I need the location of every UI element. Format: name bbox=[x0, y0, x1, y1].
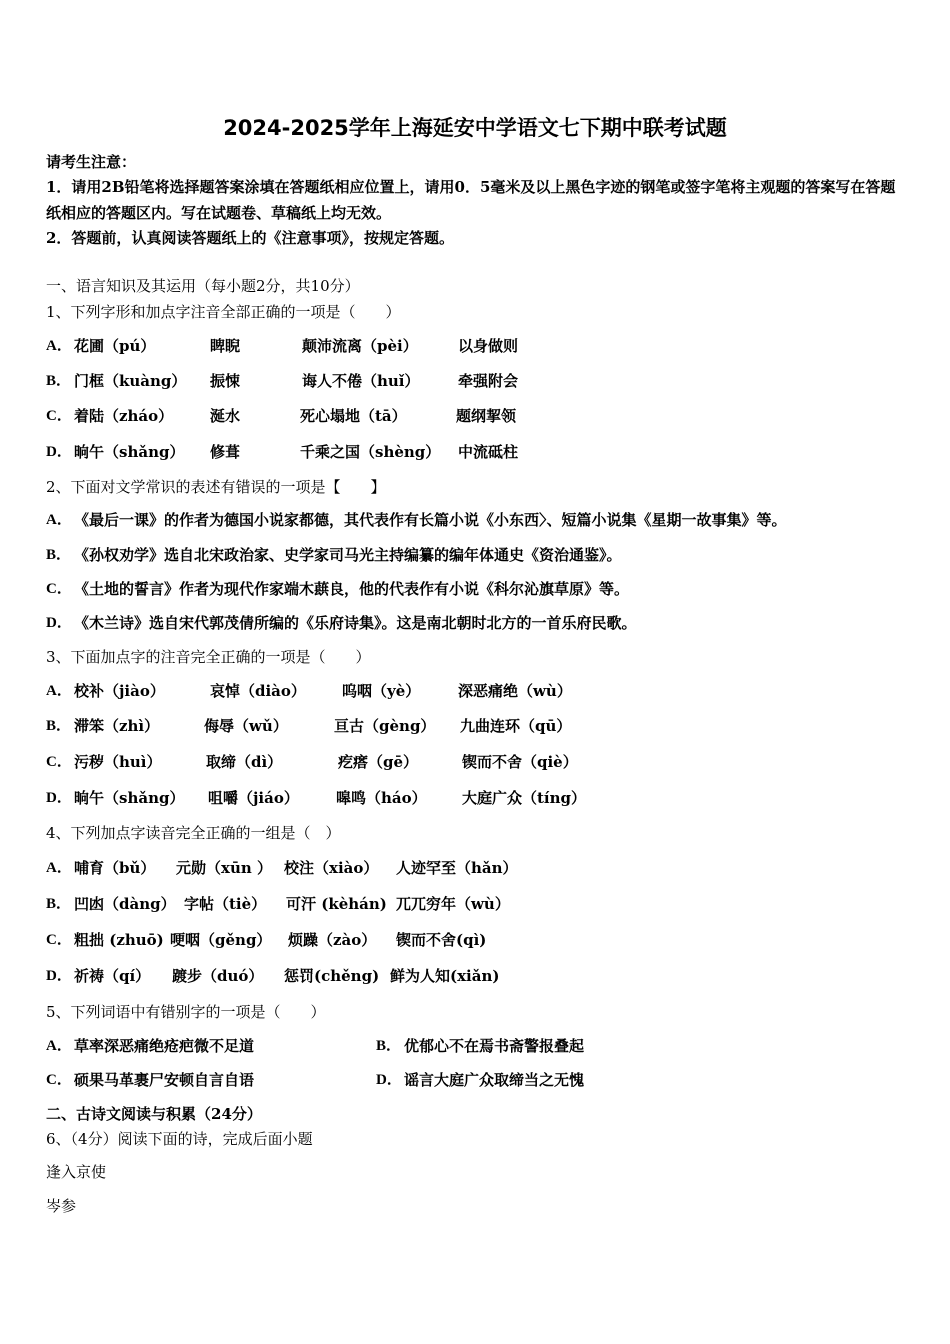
option-text: 硕果马革裹尸安顿自言自语 bbox=[74, 1071, 255, 1089]
option-item: 哀悼（diào） bbox=[210, 682, 306, 700]
option-label: B． bbox=[46, 547, 72, 563]
option-label: B． bbox=[46, 718, 72, 734]
option-item: 鲜为人知(xiǎn) bbox=[390, 967, 500, 985]
question-6-stem: 6、（4分）阅读下面的诗，完成后面小题 bbox=[46, 1130, 313, 1148]
option-item: 千乘之国（shèng） bbox=[300, 443, 441, 461]
option-text: 草率深恶痛绝疮疤微不足道 bbox=[74, 1037, 255, 1055]
option-item: 锲而不舍（qiè） bbox=[462, 753, 578, 771]
option-label: B． bbox=[376, 1038, 402, 1054]
option-item: 嗥鸣（háo） bbox=[336, 789, 427, 807]
option-item: 锲而不舍(qì) bbox=[396, 931, 487, 949]
option-label: A． bbox=[46, 860, 72, 876]
option-item: 校补（jiào） bbox=[74, 682, 165, 700]
option-label: A． bbox=[46, 338, 72, 354]
option-label: C． bbox=[46, 932, 72, 948]
option-item: 哺育（bǔ） bbox=[74, 859, 156, 877]
option-item: 睥睨 bbox=[210, 337, 241, 355]
option-item: 深恶痛绝（wù） bbox=[458, 682, 572, 700]
option-item: 死心塌地（tā） bbox=[300, 407, 407, 425]
option-item: 滞笨（zhì） bbox=[74, 717, 160, 735]
notice-item-2: 2．答题前，认真阅读答题纸上的《注意事项》，按规定答题。 bbox=[46, 229, 454, 247]
option-label: C． bbox=[46, 754, 72, 770]
option-text: 《木兰诗》选自宋代郭茂倩所编的《乐府诗集》。这是南北朝时北方的一首乐府民歌。 bbox=[74, 614, 637, 632]
option-item: 牵强附会 bbox=[458, 372, 519, 390]
option-item: 可汗 (kèhán) bbox=[286, 895, 387, 913]
option-text: 《孙权劝学》选自北宋政治家、史学家司马光主持编纂的编年体通史《资治通鉴》。 bbox=[74, 546, 622, 564]
question-1-stem: 1、下列字形和加点字注音全部正确的一项是（ ） bbox=[46, 303, 401, 321]
question-3-stem: 3、下面加点字的注音完全正确的一项是（ ） bbox=[46, 648, 371, 666]
option-label: B． bbox=[46, 896, 72, 912]
question-2-stem: 2、下面对文学常识的表述有错误的一项是【 】 bbox=[46, 478, 386, 496]
option-item: 元勋（xūn ） bbox=[176, 859, 272, 877]
option-item: 人迹罕至（hǎn） bbox=[396, 859, 518, 877]
option-item: 烦躁（zào） bbox=[288, 931, 377, 949]
option-item: 粗拙 (zhuō) bbox=[74, 931, 164, 949]
option-item: 疙瘩（gē） bbox=[338, 753, 419, 771]
option-text: 《土地的誓言》作者为现代作家端木蕻良，他的代表作有小说《科尔沁旗草原》等。 bbox=[74, 580, 630, 598]
option-item: 取缔（dì） bbox=[206, 753, 283, 771]
option-item: 着陆（zháo） bbox=[74, 407, 174, 425]
option-label: A． bbox=[46, 683, 72, 699]
option-label: B． bbox=[46, 373, 72, 389]
question-4-stem: 4、下列加点字读音完全正确的一组是（ ） bbox=[46, 824, 341, 842]
option-item: 校注（xiào） bbox=[284, 859, 379, 877]
option-item: 污秽（huì） bbox=[74, 753, 162, 771]
question-5-stem: 5、下列词语中有错别字的一项是（ ） bbox=[46, 1003, 326, 1021]
option-text: 《最后一课》的作者为德国小说家都德，其代表作有长篇小说《小东西〉、短篇小说集《星期一故事集》等。 bbox=[74, 511, 787, 529]
option-item: 以身做则 bbox=[458, 337, 519, 355]
section-1-heading: 一、语言知识及其运用（每小题2分，共10分） bbox=[46, 277, 360, 295]
option-item: 侮辱（wǔ） bbox=[204, 717, 288, 735]
option-label: D． bbox=[46, 615, 72, 631]
notice-heading: 请考生注意： bbox=[46, 153, 137, 171]
option-item: 呜咽（yè） bbox=[342, 682, 421, 700]
option-item: 门框（kuàng） bbox=[74, 372, 187, 390]
option-item: 踱步（duó） bbox=[172, 967, 264, 985]
page-title: 2024-2025学年上海延安中学语文七下期中联考试题 bbox=[223, 116, 727, 140]
option-item: 咀嚼（jiáo） bbox=[208, 789, 299, 807]
option-label: D． bbox=[46, 444, 72, 460]
option-item: 涎水 bbox=[210, 407, 241, 425]
option-item: 亘古（gèng） bbox=[334, 717, 436, 735]
option-item: 修葺 bbox=[210, 443, 241, 461]
poem-title: 逢入京使 bbox=[46, 1163, 107, 1181]
option-item: 哽咽（gěng） bbox=[170, 931, 272, 949]
notice-item-1: 1．请用2B铅笔将选择题答案涂填在答题纸相应位置上，请用0．5毫米及以上黑色字迹的钢笔或签字笔将主观题的答案写在答题纸相应的答题区内。写在试题卷、草稿纸上均无效。 bbox=[46, 178, 896, 222]
option-label: C． bbox=[46, 1072, 72, 1088]
option-item: 惩罚(chěng) bbox=[284, 967, 380, 985]
option-item: 凹凼（dàng） bbox=[74, 895, 176, 913]
option-item: 九曲连环（qū） bbox=[460, 717, 572, 735]
option-item: 祈祷（qí） bbox=[74, 967, 151, 985]
option-item: 兀兀穷年（wù） bbox=[396, 895, 510, 913]
poem-author: 岑参 bbox=[46, 1197, 77, 1215]
option-item: 晌午（shǎng） bbox=[74, 789, 185, 807]
option-label: D． bbox=[376, 1072, 402, 1088]
option-text: 优郁心不在焉书斋警报叠起 bbox=[404, 1037, 585, 1055]
option-label: D． bbox=[46, 790, 72, 806]
option-item: 字帖（tiè） bbox=[184, 895, 267, 913]
option-label: A． bbox=[46, 1038, 72, 1054]
section-2-heading: 二、古诗文阅读与积累（24分） bbox=[46, 1105, 262, 1123]
option-label: C． bbox=[46, 408, 72, 424]
option-item: 题纲挈领 bbox=[456, 407, 517, 425]
option-label: D． bbox=[46, 968, 72, 984]
option-item: 中流砥柱 bbox=[458, 443, 519, 461]
option-item: 颠沛流离（pèi） bbox=[302, 337, 418, 355]
option-item: 诲人不倦（huǐ） bbox=[302, 372, 420, 390]
option-item: 花圃（pú） bbox=[74, 337, 156, 355]
option-item: 振悚 bbox=[210, 372, 241, 390]
option-item: 大庭广众（tíng） bbox=[462, 789, 587, 807]
option-label: C． bbox=[46, 581, 72, 597]
option-text: 谣言大庭广众取缔当之无愧 bbox=[404, 1071, 585, 1089]
option-label: A． bbox=[46, 512, 72, 528]
option-item: 晌午（shǎng） bbox=[74, 443, 185, 461]
